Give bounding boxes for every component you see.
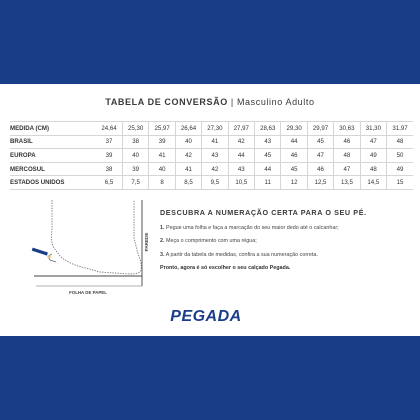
table-cell: 6,5 <box>96 176 122 190</box>
table-cell: 12,5 <box>307 176 333 190</box>
table-cell: 12 <box>281 176 307 190</box>
pegada-logo <box>158 302 254 326</box>
table-cell: 42 <box>175 149 201 163</box>
foot-outline <box>51 200 141 274</box>
top-color-band <box>0 0 420 84</box>
table-cell: 44 <box>255 162 281 176</box>
table-cell: 30,63 <box>334 122 360 136</box>
row-label: BRASIL <box>10 135 96 149</box>
closing-note: Pronto, agora é só escolher o seu calçado Pegada. <box>160 265 291 272</box>
foot-measure-illustration <box>30 200 152 298</box>
table-cell: 24,64 <box>96 122 122 136</box>
table-cell: 47 <box>307 149 333 163</box>
table-cell: 47 <box>360 135 386 149</box>
table-cell: 45 <box>255 149 281 163</box>
table-cell: 31,97 <box>387 122 413 136</box>
table-cell: 31,30 <box>360 122 386 136</box>
instruction-step: 3. A partir da tabela de medidas, confira a sua numeração correta. <box>160 251 318 258</box>
table-cell: 49 <box>360 149 386 163</box>
table-cell: 25,97 <box>149 122 175 136</box>
table-cell: 40 <box>175 135 201 149</box>
table-cell: 25,30 <box>122 122 148 136</box>
instruction-steps <box>160 224 410 271</box>
table-cell: 29,30 <box>281 122 307 136</box>
table-cell: 50 <box>387 149 413 163</box>
table-cell: 43 <box>202 149 228 163</box>
table-cell: 43 <box>228 162 254 176</box>
table-cell: 28,63 <box>255 122 281 136</box>
title-light: Masculino Adulto <box>236 97 315 107</box>
table-cell: 15 <box>387 176 413 190</box>
table-cell: 40 <box>149 162 175 176</box>
table-cell: 26,64 <box>175 122 201 136</box>
pencil-icon <box>32 248 52 258</box>
table-cell: 41 <box>149 149 175 163</box>
table-cell: 8,5 <box>175 176 201 190</box>
table-cell: 40 <box>122 149 148 163</box>
table-cell: 14,5 <box>360 176 386 190</box>
table-cell: 9,5 <box>202 176 228 190</box>
table-cell: 44 <box>281 135 307 149</box>
table-cell: 42 <box>228 135 254 149</box>
table-title <box>0 97 420 107</box>
table-cell: 46 <box>307 162 333 176</box>
logo-text: PEGADA <box>170 308 242 325</box>
row-label: ESTADOS UNIDOS <box>10 176 96 190</box>
table-cell: 27,97 <box>228 122 254 136</box>
table-cell: 41 <box>175 162 201 176</box>
instructions-title: DESCUBRA A NUMERAÇÃO CERTA PARA O SEU PÉ. <box>160 208 367 217</box>
table-cell: 37 <box>96 135 122 149</box>
row-label: MEDIDA (CM) <box>10 122 96 136</box>
wall-label: PAREDE <box>144 232 149 252</box>
table-cell: 38 <box>122 135 148 149</box>
table-cell: 49 <box>387 162 413 176</box>
table-row <box>10 149 413 163</box>
table-cell: 41 <box>202 135 228 149</box>
table-cell: 48 <box>334 149 360 163</box>
table-cell: 48 <box>360 162 386 176</box>
table-cell: 45 <box>307 135 333 149</box>
table-cell: 7,5 <box>122 176 148 190</box>
table-row <box>10 135 413 149</box>
instruction-step: 1. Pegue uma folha e faça a marcação do seu maior dedo até o calcanhar; <box>160 225 339 231</box>
table-cell: 47 <box>334 162 360 176</box>
table-cell: 38 <box>96 162 122 176</box>
table-cell: 42 <box>202 162 228 176</box>
title-separator: | <box>227 97 237 107</box>
table-cell: 43 <box>255 135 281 149</box>
row-label: EUROPA <box>10 149 96 163</box>
table-cell: 8 <box>149 176 175 190</box>
table-cell: 10,5 <box>228 176 254 190</box>
table-cell: 46 <box>334 135 360 149</box>
table-row <box>10 176 413 190</box>
instruction-step: 2. Meça o comprimento com uma régua; <box>160 238 257 245</box>
table-cell: 11 <box>255 176 281 190</box>
table-cell: 45 <box>281 162 307 176</box>
toe-outline <box>49 254 56 262</box>
table-cell: 13,5 <box>334 176 360 190</box>
table-cell: 44 <box>228 149 254 163</box>
table-row <box>10 162 413 176</box>
table-cell: 27,30 <box>202 122 228 136</box>
size-conversion-table <box>10 121 413 190</box>
table-cell: 39 <box>149 135 175 149</box>
table-row <box>10 122 413 136</box>
table-cell: 46 <box>281 149 307 163</box>
row-label: MERCOSUL <box>10 162 96 176</box>
paper-label: FOLHA DE PAPEL <box>69 290 107 295</box>
table-cell: 39 <box>122 162 148 176</box>
table-cell: 39 <box>96 149 122 163</box>
table-cell: 29,97 <box>307 122 333 136</box>
title-bold: TABELA DE CONVERSÃO <box>105 97 228 107</box>
table-cell: 48 <box>387 135 413 149</box>
bottom-color-band <box>0 336 420 420</box>
